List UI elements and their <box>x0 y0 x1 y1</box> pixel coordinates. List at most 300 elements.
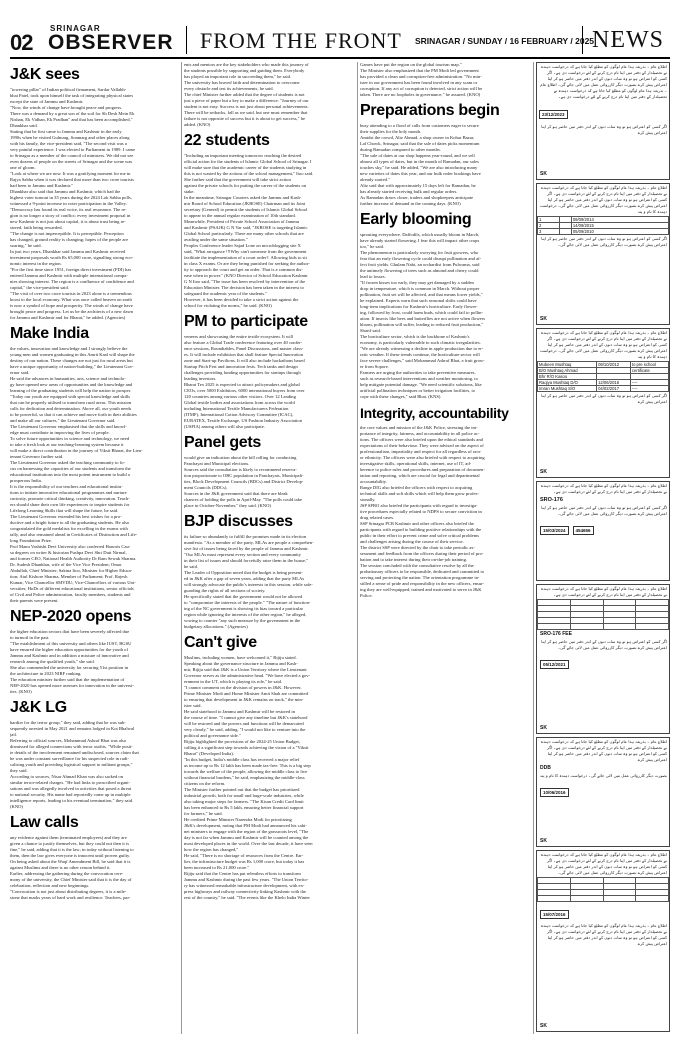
text-line: herence to police rules and procedures and preparation of documen- <box>360 467 485 472</box>
notice-6 <box>536 737 670 847</box>
text-line: will make a direct contribution in the journey of Viksit Bharat, the Lieu- <box>10 448 143 453</box>
text-line: celebration, reflection and new beginnings. <box>10 883 90 888</box>
text-line: and make all our cultures," the Lieutenant Governor said. <box>10 418 116 423</box>
article-pm <box>184 334 354 430</box>
text-line: its failure so abundantly to fulfill the promises made in its election <box>184 534 307 539</box>
text-line: boost to the local economy. What was once called heaven on earth <box>10 297 132 302</box>
logo-small: SRINAGAR <box>50 24 101 33</box>
text-line: However, it has been decided to take a strict action against the <box>184 297 299 302</box>
text-line: The district SSP were directed by the chair to take periodic as- <box>360 545 475 550</box>
text-line: According to sources, Nisar Ahmad Khan was also sacked on <box>10 774 124 779</box>
text-line: soaring," he said. <box>10 243 42 248</box>
text-line: busy attending to a flood of calls from customers eager to secure <box>360 123 479 128</box>
text-line: JSP SPRO also briefed the participants with regard to investiga- <box>360 503 478 508</box>
text-line: Aliz said that with approximately 15 days left for Ramadan, he <box>360 183 476 188</box>
masthead <box>0 0 680 54</box>
text-line: "Democracy has found its real voice, its real resonance. The re- <box>10 207 127 212</box>
text-line: "Our MLAs must represent every section and every community <box>184 552 301 557</box>
text-line: She further said that the government will take strict action <box>184 177 291 182</box>
text-line: and challenges arising during the course of their service. <box>360 539 464 544</box>
text-line: educational institutions into the most potent instrument to build a <box>10 472 130 477</box>
text-line: "If frozen kisses too early, they may get damaged by a sudden <box>360 280 474 285</box>
text-line: highest voter turnout in 35 years during the 2024 Lok Sabha polls, <box>10 195 132 200</box>
text-line: drug related cases. <box>360 515 395 520</box>
text-line: ister in our government has been found involved in any scam or <box>360 80 478 85</box>
text-line: mony of the university, the Chief Minister said that it is the day of <box>10 877 132 882</box>
section-label: NEWS <box>592 27 664 53</box>
text-line: "We are already witnessing a decline in apple production due to er- <box>360 346 484 351</box>
text-line: gy have opened new areas of opportunities and the knowledge and <box>10 382 133 387</box>
text-line: The education minister further said that the implementation of <box>10 677 125 682</box>
notice-4-num: 454656 <box>573 526 594 535</box>
article-law-calls-cont <box>184 62 354 128</box>
text-line: "Including an important meeting tomorrow reaching the desired <box>184 153 302 158</box>
article-bjp <box>184 534 354 630</box>
text-line: NEP-2020 has opened more avenues for innovation in the universi- <box>10 683 134 688</box>
text-line: to appear in the annual regular examination of 10th standard. <box>184 213 296 218</box>
text-line: such as research-based interventions and weather monitoring, to <box>360 376 478 381</box>
text-line: already started." <box>360 177 390 182</box>
text-line: have ensured the higher education opportunities for the youth of <box>10 647 128 652</box>
text-line: to be powerful, so that it can achieve and move forth in their abilities <box>10 412 137 417</box>
notice-5-text: اطلاع عام ۔ بذریعہ ہذا عام لوگوں کو مطلع کیا جاتا ہے کہ درخواست دہندہ نے تحصیلدار کے دفتر میں اپنا نام درج کرنے کے لئے درخواست دی ہے۔ <box>540 586 667 597</box>
text-line: "For the first time since 1951, foreign direct investment (FDI) has <box>10 267 132 272</box>
headline-early-blooming: Early blooming <box>360 211 472 228</box>
text-line: the architecture in 2023 NIRF ranking. <box>10 671 82 676</box>
notice-3 <box>536 328 670 478</box>
article-students <box>184 153 354 309</box>
headline-preparations: Preparations begin <box>360 102 500 119</box>
text-line: how the region has changed," <box>184 847 239 852</box>
notice-3-table: Mubeen Mushtaq 09/10/2012 to pre school B/O Mushtaq Ahmad certificate Bhr R/O Kasoo Raqiya Mushtaq D/O 12/06/2016 ---- Imran Mushtaq S/O 04/02/2017 ---- <box>537 361 669 392</box>
text-line: Stating that he first came to Jammu and Kashmir in the early <box>10 129 122 134</box>
text-line: tenant Governor further said. <box>10 454 64 459</box>
text-line: The Leader of Opposition noted that the budget is being present- <box>184 570 303 575</box>
text-line: stake. <box>184 189 195 194</box>
notice-7-table <box>537 877 669 902</box>
text-line: long-term implications for Kashmir's horticulture. Early flower- <box>360 304 478 309</box>
text-line: every obstacle and test its achievements, he said. <box>184 86 274 91</box>
text-line: also taking major steps for farmers. "The Kisan Credit Card limit <box>184 799 304 804</box>
text-line: their parents were present. <box>10 598 59 603</box>
text-line: has changed, ground reality is changing; hopes of the people are <box>10 237 128 242</box>
text-line: hardier for the terror group," they said, adding that he was sub- <box>10 720 126 725</box>
text-line: Farmers are urging the authorities to take preventive measures, <box>360 370 476 375</box>
headline-jk-sees: J&K sees <box>10 66 80 83</box>
text-line: sa degrees on writer & historian Pushpa Devi Shri Dutt Nirmal, <box>10 550 127 555</box>
text-line: Rijiju said that the Centre has put relentless efforts to transform <box>184 871 301 876</box>
text-line: The phenomenon is particularly worrying for fruit growers, who <box>360 250 479 255</box>
text-line: "Look at where we are now. It was a gratifying moment for me in <box>10 171 131 176</box>
text-line: guarding the rights of all sections of society. <box>184 588 266 593</box>
text-line: calls for dedication and determination. Above all, our youth needs <box>10 406 132 411</box>
text-line: serving and protecting the nation. The orientation programme in- <box>360 575 480 580</box>
text-line: ernor said. <box>10 370 30 375</box>
text-line: and former CEO, National Health Authority Dr Ram Sewak Sharma. <box>10 556 137 561</box>
notice-7-text-2: اطلاع عام ۔ بذریعہ ہذا عام لوگوں کو مطلع کیا جاتا ہے کہ درخواست دہندہ نے تحصیلدار کے دفتر میں اپنا نام درج کرنے کے لئے درخواست دی ہے۔ اگر کسی کو اعتراض ہو تو وہ سات دنوں کے اندر دفتر میں حاضر ہو کر اپنا اعتراض پیش کرے <box>540 923 667 946</box>
headline-cant-give: Can't give <box>184 634 257 651</box>
text-line: The horticulture sector, which is the backbone of Kashmir's <box>360 334 470 339</box>
text-line: and Kashmir (PSAJK) G N Var said, "JKBOSE is targeting Islamic <box>184 225 308 230</box>
text-line: Amidst the crowd, Aliz Ahmad, a shop owner in Kohar Bazar, <box>360 135 475 140</box>
column-3 <box>360 62 530 1034</box>
text-line: sive list of issues being faced by the people of Jammu and Kashmir. <box>184 546 309 551</box>
text-line: "Convocation is not just about distributing degrees, it is a mile- <box>10 889 127 894</box>
text-line: mir, Rijiju said that J&K is a Union Territory where the Lieutenant <box>184 667 307 672</box>
logo: OBSERVER <box>48 31 174 54</box>
text-line: Referring to official sources, Mohammad Ashraf Bhat was also <box>10 738 127 743</box>
text-line: of Civil and Police administration, faculty members, students and <box>10 592 131 597</box>
notice-2-text: اطلاع عام ۔ بذریعہ ہذا عام لوگوں کو مطلع کیا جاتا ہے کہ درخواست دہندہ نے تحصیلدار کے دفتر میں اپنا نام درج کرنے کے لئے درخواست دی ہے۔ اگر کسی کو اعتراض ہو تو وہ سات دنوں کے اندر دفتر میں حاضر ہو کر اپنا اعتراض پیش کرے بصورت دیگر کارروائی عمل میں لائی جائے گی۔ درخواست دہندہ کا نام و پتہ <box>539 185 667 214</box>
text-line: Prime Minister Modi and Home Minister Amit Shah are committed <box>184 691 308 696</box>
text-line: has played an important role in succeeding them," he said. <box>184 74 292 79</box>
text-line: official action for the students of Islamic Global School of Srinagar. I <box>184 159 312 164</box>
text-line: "I cannot comment on the division of powers in J&K. However, <box>184 685 302 690</box>
text-line: The chief Minister further added that the degree of students is not <box>184 92 305 97</box>
text-line: Dhankhar also said that Jammu and Kashmir, which had the <box>10 189 121 194</box>
notice-1 <box>536 62 670 180</box>
text-line: cus on harnessing the capacities of our students and transform the <box>10 466 131 471</box>
notice-5-date: 05/12/2021 <box>540 660 569 669</box>
text-line: young men and women graduating in this Amrit Kaal will shape the <box>10 352 135 357</box>
text-line: "towering pillar" of Indian political firmament, Sardar Vallabh- <box>10 87 127 92</box>
text-line: artificial pollination techniques or better irrigation facilities, to <box>360 388 476 393</box>
article-jk-sees <box>10 87 178 321</box>
text-line: zone and Start-up Pavilions. It will also include hackathons based <box>184 358 305 363</box>
notice-2-table: 1 09/09/2014 2 14/09/2015 3 05/09/2010 <box>537 216 669 235</box>
text-line: There was a demand by a great son of the soil for Sh Desh Mein Ek <box>10 111 135 116</box>
text-line: Dhankhar said. <box>10 123 38 128</box>
text-line: will make sure that the academic career of the students studying in <box>184 165 307 170</box>
text-line: ents and mentors are the key stakeholders who made this journey of <box>184 62 309 67</box>
text-line: The university has braved faith and determination to overcome <box>184 80 300 85</box>
notice-5 <box>536 584 670 734</box>
text-line: as income up to Rs 12 lakh has been made tax-free. This is a big step <box>184 763 311 768</box>
text-line: Rajya Sabha when it was declared that more than two crore tourists <box>10 177 134 182</box>
headline-make-india: Make India <box>10 325 89 342</box>
notice-1-text-2: اگر کسی کو اعتراض ہو تو وہ سات دنوں کے اندر دفتر میں حاضر ہو کر اپنا اعتراض پیش کرے <box>541 124 667 135</box>
column-1 <box>10 62 178 1034</box>
notice-5-code: SRO-176 <box>540 631 561 637</box>
text-line: professionalism, impartiality and respect for all regardless of race <box>360 449 481 454</box>
text-line: budgetary allocations." (Agencies) <box>184 624 248 629</box>
text-line: will be restored and the powers and functions will be demarcated <box>184 721 304 726</box>
text-line: against the private schools for putting the career of the students on <box>184 183 307 188</box>
notice-6-text-2: بصورت دیگر کارروائی عمل میں لائی جائے گی۔ درخواست دہندہ کا نام و پتہ <box>539 773 667 778</box>
headline-panel: Panel gets <box>184 434 262 451</box>
text-line: bhai Patel, took upon himself the task of integrating physical states <box>10 93 134 98</box>
text-line: Sources in the J&K government said that there are bleak <box>184 491 288 496</box>
text-line: failure is not opposite of success but it is about to get success," he <box>184 116 306 121</box>
notice-5-sig: SK <box>540 725 547 731</box>
text-line: edge must contribute in improving the lives of people. <box>10 430 110 435</box>
text-line: ment Councils (DDCs). <box>184 485 228 490</box>
text-line: with his family, the vice-president said, "The second visit was a <box>10 141 127 146</box>
text-line: their supplies for the holy month. <box>360 129 422 134</box>
text-line: the course of time. "I cannot give any timeline but J&K's statehood <box>184 715 308 720</box>
text-line: ation. If insects like bees and butterflies are not active when flowers <box>360 316 486 321</box>
text-line: citizens on the reform. <box>184 781 226 786</box>
text-line: The Minister further pointed out that the budget has prioritized <box>184 787 300 792</box>
text-line: to Srinagar as a member of the council of ministers. We did not see <box>10 153 134 158</box>
text-line: Global textile bodies and associations from across the world <box>184 400 295 405</box>
text-line: any evidence against them (terminated employees) and they are <box>10 835 127 840</box>
text-line: ties, Block Development Councils (BDCs) and District Develop- <box>184 479 304 484</box>
text-line: There will be setbacks, fall as we said, but one must remember that <box>184 110 308 115</box>
text-line: gion is no longer a story of conflict; every investment proposal in <box>10 213 131 218</box>
text-line: accountability. <box>360 479 387 484</box>
notice-5-text-2: اگر کسی کو اعتراض ہو تو وہ سات دنوں کے اندر دفتر میں حاضر ہو کر اپنا اعتراض پیش کرے بصورت دیگر کارروائی عمل میں لائی جائے گی۔ <box>541 639 667 650</box>
text-line: vowing to counter "any such measure by the government in the <box>184 618 301 623</box>
text-line: them, then the law gives everyone is innocent until proven guilty. <box>10 853 131 858</box>
text-line: ratic weather. If these trends continue, the horticulture sector will <box>360 352 480 357</box>
text-line: The Lieutenant Governor emphasised that the skills and knowl- <box>10 424 127 429</box>
text-line: taken. There are no loopholes in governance," he assured. (KNO) <box>360 92 481 97</box>
text-line: "Today our youth are equipped with special knowledge and skills <box>10 394 131 399</box>
text-line: participants with regard to building positive relationships with the <box>360 527 482 532</box>
text-line: day is not far when Jammu and Kashmir will be counted among the <box>184 835 309 840</box>
text-line: has provided a clean and corruption-free administration. "No min- <box>360 74 482 79</box>
notice-1-stamp: 23/12/2023 <box>539 110 568 119</box>
text-line: press highways and railway connectivity linking Kashmir with the <box>184 889 306 894</box>
text-line: bation and to take interest during their on-the-job training. <box>360 557 468 562</box>
text-line: ductive and a bright future to all the graduating students. He also <box>10 520 130 525</box>
text-line: expectations of their behaviour. They were advised on the aspect of <box>360 443 484 448</box>
notice-7 <box>536 850 670 1032</box>
text-line: 120 countries among various other visitors. Over 12 Leading <box>184 394 296 399</box>
notice-2 <box>536 183 670 325</box>
notice-3-sig: SK <box>540 469 547 475</box>
text-line: is now a symbol of hope and prosperity. The winds of change have <box>10 303 133 308</box>
text-line: fine," he said, adding that it is the law; in today without listening to <box>10 847 134 852</box>
text-line: further increase of demand in the coming days. (KNO) <box>360 201 461 206</box>
text-line: stored, faith being rewarded. <box>10 225 63 230</box>
text-line: he was under constant surveillance for his suspected role in radi- <box>10 756 129 761</box>
text-line: the students possible by supporting and guiding them. Everybody <box>184 68 305 73</box>
text-line: to "compromise the interests of the people." "The nature of function- <box>184 600 311 605</box>
text-line: investment proposals worth Rs 65,000 crore, signalling strong eco- <box>10 255 134 260</box>
text-line: 1990s when he visited Gulmarg, Sonmarg and other places along <box>10 135 130 140</box>
text-line: that can be properly utilised to transform rural areas. This mission <box>10 400 132 405</box>
text-line: prosperous India. <box>10 478 42 483</box>
page-number: 02 <box>10 30 33 55</box>
text-line: help mitigate potential damage. "We need scientific solutions, like <box>360 382 482 387</box>
text-line: technical skills and soft skills which will help them grow profes- <box>360 491 479 496</box>
text-line: Governor serves as the administrative head. "We have elected a gov- <box>184 673 311 678</box>
headline-law-calls: Law calls <box>10 814 79 831</box>
text-line: has been enhanced to Rs 5 lakh, ensuring better financial support <box>184 805 304 810</box>
text-line: SSP Srinagar PCR Kashmir and other officers also briefed the <box>360 521 474 526</box>
text-line: very clearly," he said, adding, "I would not like to venture into the <box>184 727 306 732</box>
notice-3-text: اطلاع عام ۔ بذریعہ ہذا عام لوگوں کو مطلع کیا جاتا ہے کہ درخواست دہندہ نے تحصیلدار کے دفتر میں اپنا نام درج کرنے کے لئے درخواست دی ہے۔ اگر کسی کو اعتراض ہو تو وہ سات دنوں کے اندر دفتر میں حاضر ہو کر اپنا اعتراض پیش کرے بصورت دیگر کارروائی عمل میں لائی جائے گی۔ درخواست دہندہ کا نام و پتہ <box>539 330 667 359</box>
text-line: dismissed for alleged connections with terror outfits. "While posit- <box>10 744 133 749</box>
text-line: ister said. <box>184 703 202 708</box>
notice-4-code: SRO-176 <box>540 497 563 503</box>
article-integrity <box>360 425 530 599</box>
text-line: economy, is particularly vulnerable to such climatic irregularities. <box>360 340 481 345</box>
text-line: cope with these changes," said Bhat. (KNS) <box>360 394 441 399</box>
text-line: in class X exams. Or are they being punished for seeking the author- <box>184 261 310 266</box>
classified-ads-column <box>536 62 670 1034</box>
masthead-rule <box>10 57 670 59</box>
text-line: ing of the NC government is showing its bias toward a particular <box>184 606 304 611</box>
notice-7-date: 15/07/2016 <box>540 910 569 919</box>
text-line: Startup Pitch Fest and innovation fests. Tech tanks and design <box>184 364 298 369</box>
text-line: congratulated the gold medalists for excelling in the exams with <box>10 526 128 531</box>
text-line: for farmers," he said. <box>184 811 223 816</box>
text-line: similar terror-related charges. "He had links to proscribed organi- <box>10 780 131 785</box>
text-line: net ministers to engage with the region of the grassroots level, "The <box>184 829 309 834</box>
text-line: capital," the vice-president said. <box>10 285 69 290</box>
text-line: He said, "There is no shortage of resources from the Centre. Ear- <box>184 853 304 858</box>
text-line: they said. <box>10 768 28 773</box>
text-line: lier, the infrastructure budget was Rs 1,000 crore, but today it has <box>184 859 305 864</box>
text-line: "The change is not imperceptible. It is perceptible. Perception <box>10 231 124 236</box>
article-nep <box>10 629 178 695</box>
notice-1-sig: SK <box>540 171 547 177</box>
text-line: Prof Manu Vashisht Devt University also conferred Honoris Cau- <box>10 544 131 549</box>
headline-bjp: BJP discusses <box>184 513 293 530</box>
text-line: ties. (KNO) <box>10 689 32 694</box>
text-line: pollination, fruit set will be affected, and that means lower yields," <box>360 292 483 297</box>
text-line: Bharat" (Developed India). <box>184 751 234 756</box>
text-line: The Minister also emphasized that the PM Modi led government <box>360 68 479 73</box>
text-line: political and governance side." <box>184 733 241 738</box>
text-line: sionally. <box>360 497 376 502</box>
text-line: portance of integrity, fairness, and accountability in all police ac- <box>360 431 480 436</box>
text-line: had been to Jammu and Kashmir." <box>10 183 74 188</box>
text-line: school for violating the norms," he said. (KNO) <box>184 303 272 308</box>
text-line: industrial growth, both for small and large-scale industries, while <box>184 793 304 798</box>
text-line: nomic interest in the region. <box>10 261 62 266</box>
text-line: sprouting everywhere. Daffodils, which usually bloom in March, <box>360 232 480 237</box>
text-line: for Jammu and Kashmir and for Bharat," he added. (Agencies) <box>10 315 126 320</box>
text-line: tions to initiate innovative educational programmes and nurture <box>10 490 127 495</box>
text-line: most developed places in the world. Over the last decade, it have seen <box>184 841 313 846</box>
text-line: It is the responsibility of our teachers and educational institu- <box>10 484 123 489</box>
text-line: to national security. His name had reportedly come up in multiple <box>10 792 131 797</box>
text-line: Jammu and Kashmir and in addition a mixture of innovative and <box>10 653 129 658</box>
text-line: bloom, pollination will suffer, leading to reduced fruit production," <box>360 322 484 327</box>
article-preparations <box>360 123 530 207</box>
text-line: new varieties of dates this year, and our bulk order bookings have <box>360 171 481 176</box>
text-line: leading investors. <box>184 376 217 381</box>
text-line: ing they are well-equipped, trained and motivated to serve in J&K <box>360 587 482 592</box>
text-line: mir Board of School Education (JKBOSE) Chairman and its Joint <box>184 201 306 206</box>
text-line: ry has witnessed remarkable infrastructure development, with ex- <box>184 883 305 888</box>
text-line: Earlier, addressing the gathering during the convocation cere- <box>10 871 124 876</box>
notice-7-sig: SK <box>540 1023 547 1029</box>
text-line: fear that an early flowering cycle could disrupt pollination and af- <box>360 256 482 261</box>
text-line: ie details of the involvement remained undisclosed, sources claim that <box>10 750 139 755</box>
text-line: the values, innovation and knowledge and I strongly believe the <box>10 346 128 351</box>
text-line: jail. <box>10 732 18 737</box>
text-line: ers should share their own life experiences to inspire students for <box>10 502 130 507</box>
text-line: The Lieutenant Governor asked the teaching community to fo- <box>10 460 126 465</box>
text-line: calling it a significant step towards achieving the vision of a "Viksit <box>184 745 309 750</box>
article-cant-give-cont <box>360 62 530 98</box>
text-line: CEOs, over 5000 Exhibitors, 6000 international buyers from over <box>184 388 305 393</box>
text-line: to ensuring that development in J&K remains on track," the min- <box>184 697 304 702</box>
text-line: He specifically stated that the government would not be allowed <box>184 594 303 599</box>
text-line: also feature a Global Trade conference featuring over 40 confer- <box>184 340 303 345</box>
text-line: rest of the country," he said. "The events like the Khelo India Winter <box>184 895 310 900</box>
text-line: tion; Atul Kishore Sharma, Member of Parliament; Prof. Rajesh <box>10 574 128 579</box>
text-line: Lal Chowk, Srinagar, said that the sale of dates picks momentum <box>360 141 480 146</box>
text-line: research among the qualified youth," she said. <box>10 659 95 664</box>
text-line: He said statehood to Jammu and Kashmir will be restored in <box>184 709 295 714</box>
article-cant-give <box>184 655 354 901</box>
notice-4-date: 15/03/2024 <box>540 526 569 535</box>
text-line: He credited Prime Minister Narendra Modi for prioritizing <box>184 817 292 822</box>
text-line: versities; HoDs of different educational institutions, senior officials <box>10 586 134 591</box>
headline-pm: PM to participate <box>184 313 308 330</box>
notice-7-text: اطلاع عام ۔ بذریعہ ہذا عام لوگوں کو مطلع کیا جاتا ہے کہ درخواست دہندہ نے تحصیلدار کے دفتر میں اپنا نام درج کرنے کے لئے درخواست دی ہے۔ اگر کسی کو اعتراض ہو تو وہ سات دنوں کے اندر دفتر میں حاضر ہو کر اپنا اعتراض پیش کرے بصورت دیگر کارروائی عمل میں لائی جائے گی۔ <box>540 852 667 875</box>
text-line: Rijiju highlighted the provisions of the 2024-25 Union Budget, <box>184 739 300 744</box>
text-line: veneers and showcasing the entire textile ecosystem. It will <box>184 334 294 339</box>
headline-integrity: Integrity, accountability <box>360 405 509 421</box>
text-line: said, "What arrogance !!!Why can't someone from the government <box>184 249 307 254</box>
text-line: the core values and mission of the J&K Police, stressing the im- <box>360 425 478 430</box>
text-line: except the state of Jammu and Kashmir. <box>10 99 84 104</box>
article-panel <box>184 455 354 509</box>
text-line: corruption. If any act of corruption is detected, strict action will be <box>360 86 483 91</box>
text-line: manifesto. "As a member of the party, MLAs are people a comprehen- <box>184 540 314 545</box>
text-line: secretary (General) to permit the students of Islamic Global School <box>184 207 308 212</box>
text-line: "The establishment of this university and others like IUST, BGSU <box>10 641 132 646</box>
text-line: against Muslims and there is no other reason behind it. <box>10 865 111 870</box>
text-line: ity to approach the court and get an order. That is a common dis- <box>184 267 303 272</box>
headline-jk-lg: J&K LG <box>10 699 67 716</box>
text-line: probationary officers to be responsible, dedicated and committed to <box>360 569 485 574</box>
text-line: has already started receiving bulk and regular orders. <box>360 189 458 194</box>
text-line: even dozens of people on the streets of Srinagar and the scene was <box>10 159 133 164</box>
text-line: (USFIA) among others will also participate. <box>184 424 265 429</box>
text-line: ease when in power." (KNO Director of School Education Kashmir <box>184 273 308 278</box>
text-line: he explained. Experts warn that such seasonal shifts could have <box>360 298 477 303</box>
text-line: Sharif said. <box>360 328 381 333</box>
text-line: given a chance to justify themselves, but they could not then it is <box>10 841 130 846</box>
text-line: chances of holding the polls in April-May. "The polls could take <box>184 497 303 502</box>
notice-5-table <box>537 599 669 630</box>
notice-6-date: 10/06/2016 <box>540 788 569 797</box>
text-line: he said. <box>184 564 199 569</box>
text-line: intelligence reports, leading to his eventual termination," they said. <box>10 798 134 803</box>
text-line: Panchayat and Municipal elections. <box>184 461 250 466</box>
notice-6-text: اطلاع عام ۔ بذریعہ ہذا عام لوگوں کو مطلع کیا جاتا ہے کہ درخواست دہندہ نے تحصیلدار کے دفتر میں اپنا نام درج کرنے کے لئے درخواست دی ہے۔ اگر کسی کو اعتراض ہو تو وہ سات دنوں کے اندر دفتر میں حاضر ہو کر اپنا اعتراض پیش کرے <box>540 739 667 762</box>
text-line: Speaking about the governance structure in Jammu and Kash- <box>184 661 298 666</box>
text-line: almost all types of dates, but in the month of Ramadan, our sales <box>360 159 479 164</box>
text-line: been increased to Rs 21,000 crore." <box>184 865 250 870</box>
text-line: calising youth and providing logistical support to militant groups," <box>10 762 133 767</box>
text-line: the higher education sectors that have been severely affected due <box>10 629 130 634</box>
text-line: sessment and feedback from the officers during their period of pro- <box>360 551 484 556</box>
text-line: brought peace and progress. Let us be the architects of a new dawn <box>10 309 134 314</box>
column-2 <box>184 62 354 1034</box>
notice-4 <box>536 481 670 581</box>
text-line: safeguard the academic year of the students." <box>184 291 268 296</box>
text-line: would give an indication about the bill rolling for conducting <box>184 455 297 460</box>
dateline: SRINAGAR / SUNDAY / 16 FEBRUARY / 2025 <box>415 36 595 46</box>
text-line: "Now, the winds of change have brought peace and progress. <box>10 105 123 110</box>
text-line: to take a fresh look at our teaching-learning system because it <box>10 442 124 447</box>
text-line: Meanwhile, President of Private School Association of Jammu <box>184 219 300 224</box>
text-line: fect fruit yields. Ghulam Nabi, an orchardist from Pulwama, said <box>360 262 480 267</box>
text-line: er from Sopore. <box>360 364 389 369</box>
text-line: tally, and also remained ahead in Certificates of Distinction and Life- <box>10 532 138 537</box>
text-line: The session concluded with the consultative resolve by all the <box>360 563 474 568</box>
text-line: Kumar, Vice Chancellor SMVDU; Vice-Chancellors of various Uni- <box>10 580 136 585</box>
